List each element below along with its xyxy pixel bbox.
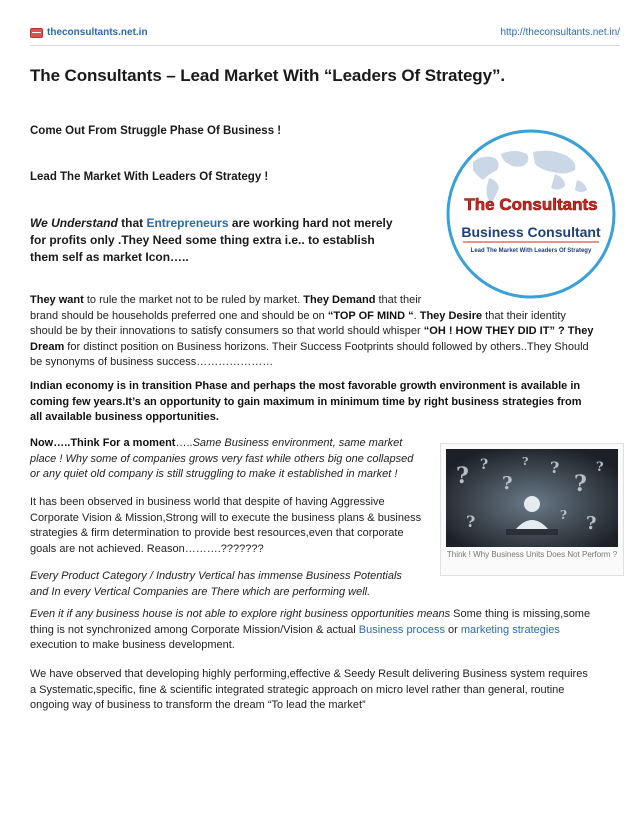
text-span: Every Product Category / Industry Vertical has immense Business Potentials	[30, 570, 402, 582]
text-span: Some thing is missing,some	[450, 608, 591, 620]
text-span: It has been observed in business world that despite of having Aggressive	[30, 496, 385, 508]
page-title: The Consultants – Lead Market With “Leaders Of Strategy”.	[30, 66, 505, 85]
entrepreneurs-link[interactable]: Entrepreneurs	[146, 216, 229, 230]
text-span: to rule the market not to be ruled by market.	[83, 294, 304, 306]
intro-we-understand: We Understand	[30, 216, 118, 230]
text-span: Even it if any business house is not able to explore right business opportunities means	[30, 608, 451, 620]
subheading-struggle: Come Out From Struggle Phase Of Business !	[30, 125, 282, 137]
company-logo	[445, 128, 617, 300]
text-span: all available business opportunities.	[30, 411, 219, 423]
text-span: that their	[375, 294, 422, 306]
logo-subtitle: Business Consultant	[461, 224, 601, 240]
text-span: be synonyms of business success…………………	[30, 356, 274, 368]
text-span: a Systematic,specific, fine & scientific integrated strategic approach on micro level rather than general, routine	[30, 683, 565, 696]
business-process-link[interactable]: Business process	[358, 623, 445, 636]
question-marks-image	[446, 449, 618, 547]
text-span: brand should be households preferred one and should be on	[30, 309, 328, 322]
svg-text:?: ?	[456, 463, 469, 489]
paragraph-think-moment	[30, 436, 413, 483]
text-span: .	[413, 309, 420, 322]
paragraph-indian-economy	[30, 379, 582, 426]
logo-title: The Consultants	[464, 195, 598, 214]
svg-text:?: ?	[522, 455, 529, 468]
text-span: execution to make business development.	[30, 639, 235, 651]
header-divider	[30, 45, 620, 46]
svg-text:?: ?	[480, 457, 489, 473]
paragraph-missing	[30, 607, 590, 654]
text-span: Corporate Vision & Mission,Strong will to execute the business plans & business	[30, 511, 422, 524]
paragraph-they-want	[30, 293, 615, 371]
top-of-mind-text: “TOP OF MIND “	[327, 309, 414, 322]
they-desire-label: They Desire	[419, 309, 483, 322]
they-want-label: They want	[30, 294, 84, 306]
intro-line3: them self as market Icon…..	[30, 250, 189, 264]
text-span: …..	[175, 437, 193, 449]
dream-label: Dream	[30, 340, 65, 353]
svg-text:?: ?	[502, 473, 513, 494]
think-moment-label: Now…..Think For a moment	[30, 437, 176, 449]
text-span: strategies & firm determination to provide best resources,even that corporate	[30, 527, 404, 539]
text-span: that their identity	[482, 309, 566, 322]
text-span: goals are not achieved. Reason……….???????	[30, 542, 264, 555]
text-span: ongoing way of business to transform the dream “To lead the market”	[30, 699, 366, 711]
intro-paragraph	[30, 215, 393, 266]
paragraph-product-category	[30, 569, 402, 600]
figure-caption: Think ! Why Business Units Does Not Perform ?	[446, 550, 618, 559]
site-favicon-icon	[30, 28, 43, 38]
page-header	[30, 27, 620, 41]
intro-that: that	[117, 216, 147, 230]
logo-tagline: Lead The Market With Leaders Of Strategy	[470, 248, 592, 254]
site-link[interactable]	[30, 27, 148, 38]
think-figure	[440, 443, 624, 576]
text-span: We have observed that developing highly performing,effective & Seedy Result delivering Business system requires	[30, 668, 588, 680]
text-span: should be by their innovations to satisfy consumers so that world should whisper	[30, 325, 424, 337]
page-url[interactable]: http://theconsultants.net.in/	[500, 27, 620, 38]
intro-line2: for profits only .They Need some thing extra i.e.. to establish	[30, 233, 375, 247]
svg-text:?: ?	[574, 471, 587, 497]
svg-text:?: ?	[586, 513, 597, 534]
intro-line1-rest: are working hard not merely	[228, 216, 393, 230]
text-span: for distinct position on Business horizons. Their Success Footprints should followed by others..They Should	[64, 340, 589, 353]
text-span: or any quiet old company is still struggling to make it established in market !	[30, 468, 398, 480]
text-span: Indian economy is in transition Phase and perhaps the most favorable growth environment is available in	[30, 380, 581, 392]
paragraph-business-system	[30, 667, 588, 714]
marketing-strategies-link[interactable]: marketing strategies	[460, 623, 560, 636]
svg-text:?: ?	[550, 458, 560, 477]
paragraph-observed	[30, 495, 421, 557]
text-span: place ! Why some of companies grows very fast while others big one collapsed	[30, 452, 414, 465]
text-span: coming few years.It’s an opportunity to gain maximum in minimum time by right business strategies from	[30, 395, 582, 408]
oh-how-text: “OH ! HOW THEY DID IT” ? They	[423, 325, 594, 337]
text-span: and In every Vertical Companies are There which are performing well.	[30, 585, 371, 598]
text-span: or	[444, 623, 461, 636]
subheading-lead-market: Lead The Market With Leaders Of Strategy !	[30, 171, 269, 183]
svg-text:?: ?	[466, 512, 476, 531]
text-span: Same Business environment, same market	[192, 437, 403, 449]
text-span: thing is not synchronized among Corporate Mission/Vision & actual	[30, 623, 359, 636]
site-name[interactable]: theconsultants.net.in	[47, 27, 148, 38]
svg-text:?: ?	[596, 460, 604, 475]
they-demand-label: They Demand	[303, 294, 376, 306]
svg-text:?: ?	[560, 508, 568, 522]
